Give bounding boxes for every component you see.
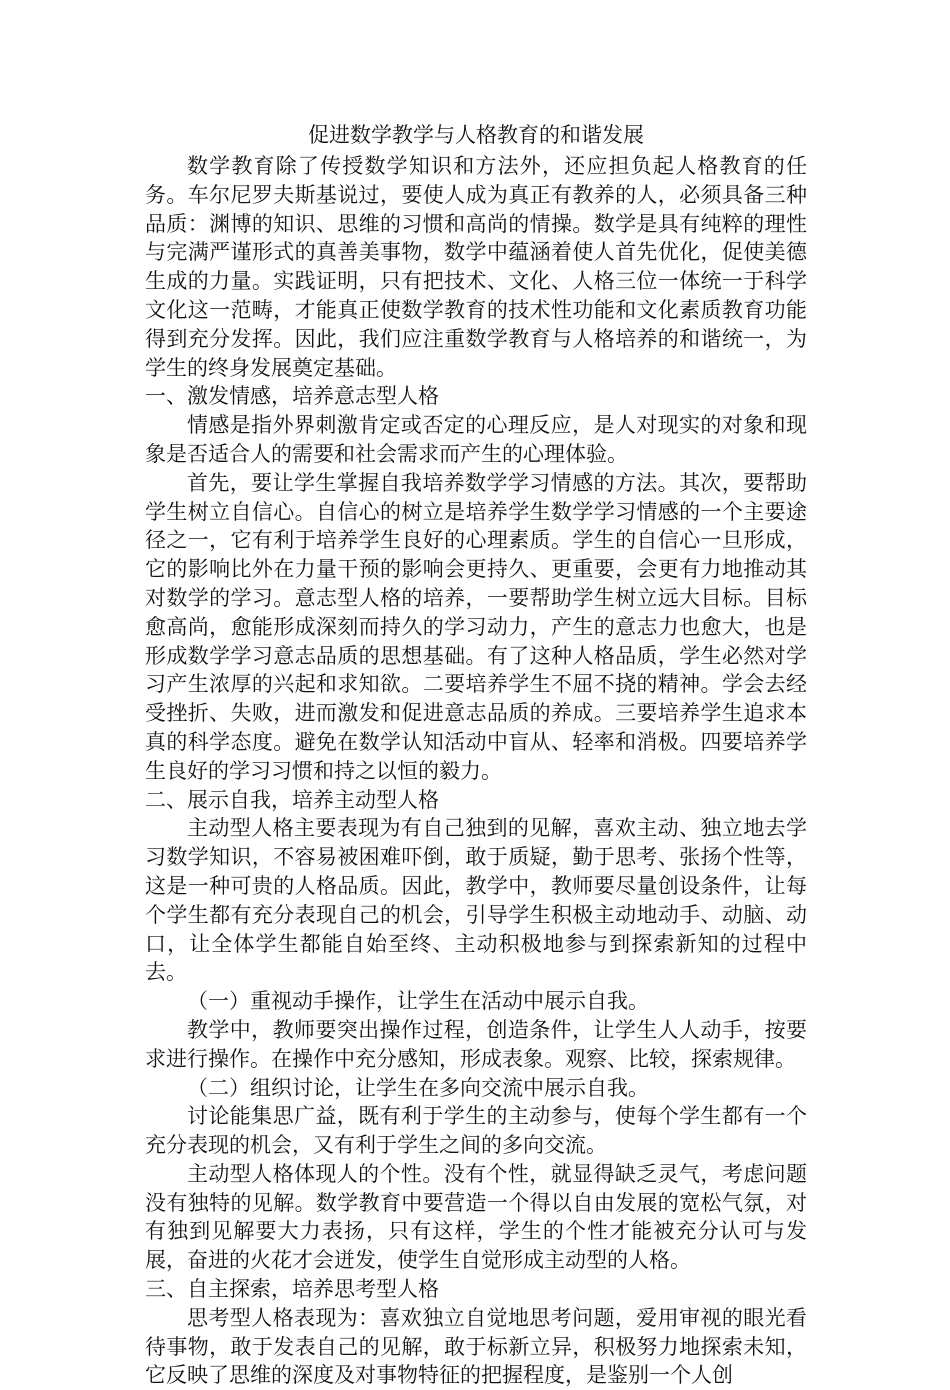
paragraph: 主动型人格主要表现为有自己独到的见解，喜欢主动、独立地去学习数学知识，不容易被困难吓倒，敢于质疑，勤于思考、张扬个性等，这是一种可贵的人格品质。因此，教学中，教师要尽量创设条件，让每个学生都有充分表现自己的机会，引导学生积极主动地动手、动脑、动口，让全体学生都能自始至终、主动积极地参与到探索新知的过程中去。 — [145, 816, 807, 985]
paragraph: 讨论能集思广益，既有利于学生的主动参与，使每个学生都有一个充分表现的机会，又有利于学生之间的多向交流。 — [145, 1104, 807, 1158]
paragraph: 思考型人格表现为：喜欢独立自觉地思考问题，爱用审视的眼光看待事物，敢于发表自己的见解，敢于标新立异，积极努力地探索未知，它反映了思维的深度及对事物特征的把握程度，是鉴别一个人创 — [145, 1305, 807, 1388]
paragraph: 主动型人格体现人的个性。没有个性，就显得缺乏灵气，考虑问题没有独特的见解。数学教育中要营造一个得以自由发展的宽松气氛，对有独到见解要大力表扬，只有这样，学生的个性才能被充分认可与发展，奋进的火花才会迸发，使学生自觉形成主动型的人格。 — [145, 1161, 807, 1273]
paragraph: 教学中，教师要突出操作过程，创造条件，让学生人人动手，按要求进行操作。在操作中充分感知，形成表象。观察、比较，探索规律。 — [145, 1017, 807, 1071]
section-heading-1: 一、激发情感，培养意志型人格 — [145, 384, 439, 409]
document-page — [145, 119, 807, 1390]
section-heading-3: 三、自主探索，培养思考型人格 — [145, 1277, 439, 1302]
document-title: 促进数学教学与人格教育的和谐发展 — [308, 123, 644, 147]
paragraph-intro: 数学教育除了传授数学知识和方法外，还应担负起人格教育的任务。车尔尼罗夫斯基说过，要使人成为真正有教养的人，必须具备三种品质：渊博的知识、思维的习惯和高尚的情操。数学是具有纯粹的理性与完满严谨形式的真善美事物，数学中蕴涵着使人首先优化，促使美德生成的力量。实践证明，只有把技术、文化、人格三位一体统一于科学文化这一范畴，才能真正使数学教育的技术性功能和文化素质教育功能得到充分发挥。因此，我们应注重数学教育与人格培养的和谐统一，为学生的终身发展奠定基础。 — [145, 154, 807, 380]
section-heading-2: 二、展示自我，培养主动型人格 — [145, 787, 439, 812]
paragraph: 情感是指外界刺激肯定或否定的心理反应，是人对现实的对象和现象是否适合人的需要和社会需求而产生的心理体验。 — [145, 413, 807, 466]
subsection-heading-2: （二）组织讨论，让学生在多向交流中展示自我。 — [187, 1075, 649, 1100]
subsection-heading-1: （一）重视动手操作，让学生在活动中展示自我。 — [187, 989, 649, 1014]
paragraph: 首先，要让学生掌握自我培养数学学习情感的方法。其次，要帮助学生树立自信心。自信心的树立是培养学生数学学习情感的一个主要途径之一，它有利于培养学生良好的心理素质。学生的自信心一旦形成，它的影响比外在力量干预的影响会更持久、更重要，会更有力地推动其对数学的学习。意志型人格的培养，一要帮助学生树立远大目标。目标愈高尚，愈能形成深刻而持久的学习动力，产生的意志力也愈大，也是形成数学学习意志品质的思想基础。有了这种人格品质，学生必然对学习产生浓厚的兴起和求知欲。二要培养学生不屈不挠的精神。学会去经受挫折、失败，进而激发和促进意志品质的养成。三要培养学生追求本真的科学态度。避免在数学认知活动中盲从、轻率和消极。四要培养学生良好的学习习惯和持之以恒的毅力。 — [145, 470, 807, 783]
